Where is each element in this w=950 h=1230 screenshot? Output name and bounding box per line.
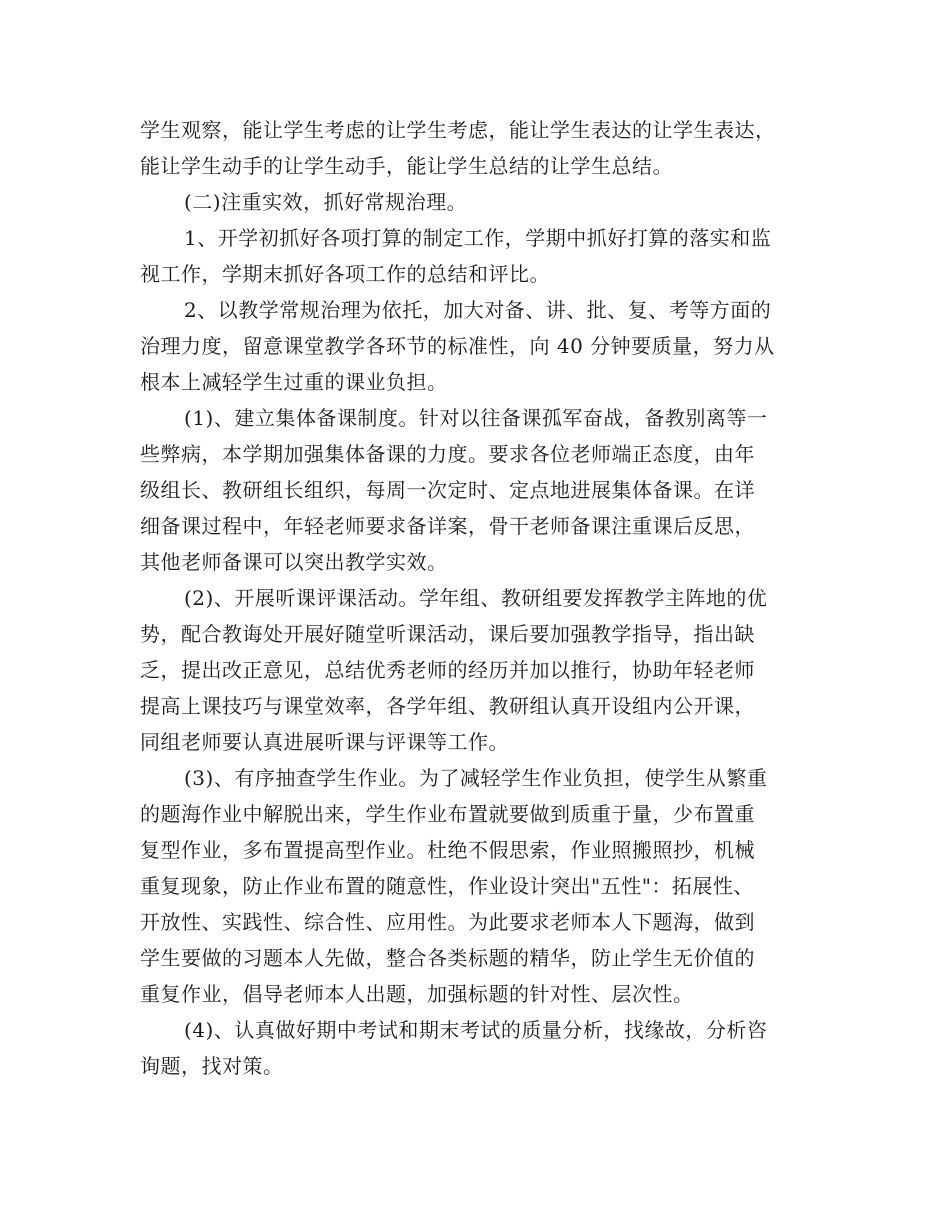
- text-line: 询题，找对策。: [140, 1054, 284, 1078]
- text-line: 级组长、教研组长组织，每周一次定时、定点地进展集体备课。在详: [140, 478, 755, 502]
- text-line: 重复现象，防止作业布置的随意性，作业设计突出"五性"：拓展性、: [140, 874, 754, 898]
- text-line: 乏，提出改正意见，总结优秀老师的经历并加以推行，协助年轻老师: [140, 658, 755, 682]
- text-line: 学生要做的习题本人先做，整合各类标题的精华，防止学生无价值的: [140, 946, 755, 970]
- text-line: 些弊病，本学期加强集体备课的力度。要求各位老师端正态度，由年: [140, 442, 755, 466]
- text-line: 的题海作业中解脱出来，学生作业布置就要做到质重于量，少布置重: [140, 802, 755, 826]
- text-line: 根本上减轻学生过重的课业负担。: [140, 370, 448, 394]
- text-line: 重复作业，倡导老师本人出题，加强标题的针对性、层次性。: [140, 982, 694, 1006]
- text-line: 能让学生动手的让学生动手，能让学生总结的让学生总结。: [140, 154, 673, 178]
- text-line: 治理力度，留意课堂教学各环节的标准性，向 40 分钟要质量，努力从: [140, 334, 775, 358]
- text-line: (4)、认真做好期中考试和期末考试的质量分析，找缘故，分析咨: [184, 1018, 768, 1042]
- text-line: 视工作，学期末抓好各项工作的总结和评比。: [140, 262, 550, 286]
- text-line: 复型作业，多布置提高型作业。杜绝不假思索，作业照搬照抄，机械: [140, 838, 755, 862]
- text-line: 提高上课技巧与课堂效率，各学年组、教研组认真开设组内公开课，: [140, 694, 755, 718]
- text-line: (3)、有序抽查学生作业。为了减轻学生作业负担，使学生从繁重: [184, 766, 768, 790]
- text-line: 学生观察，能让学生考虑的让学生考虑，能让学生表达的让学生表达，: [140, 118, 776, 142]
- text-line: 细备课过程中，年轻老师要求备详案，骨干老师备课注重课后反思，: [140, 514, 755, 538]
- text-line: (1)、建立集体备课制度。针对以往备课孤军奋战，备教别离等一: [184, 406, 768, 430]
- text-line: 同组老师要认真进展听课与评课等工作。: [140, 730, 509, 754]
- text-line: (2)、开展听课评课活动。学年组、教研组要发挥教学主阵地的优: [184, 586, 768, 610]
- text-line: 其他老师备课可以突出教学实效。: [140, 550, 448, 574]
- document-body: [140, 112, 840, 1084]
- text-line: 1、开学初抓好各项打算的制定工作，学期中抓好打算的落实和监: [184, 226, 772, 250]
- section-heading: (二)注重实效，抓好常规治理。: [184, 190, 468, 214]
- text-line: 开放性、实践性、综合性、应用性。为此要求老师本人下题海，做到: [140, 910, 755, 934]
- text-line: 2、以教学常规治理为依托，加大对备、讲、批、复、考等方面的: [184, 298, 772, 322]
- text-line: 势，配合教诲处开展好随堂听课活动，课后要加强教学指导，指出缺: [140, 622, 755, 646]
